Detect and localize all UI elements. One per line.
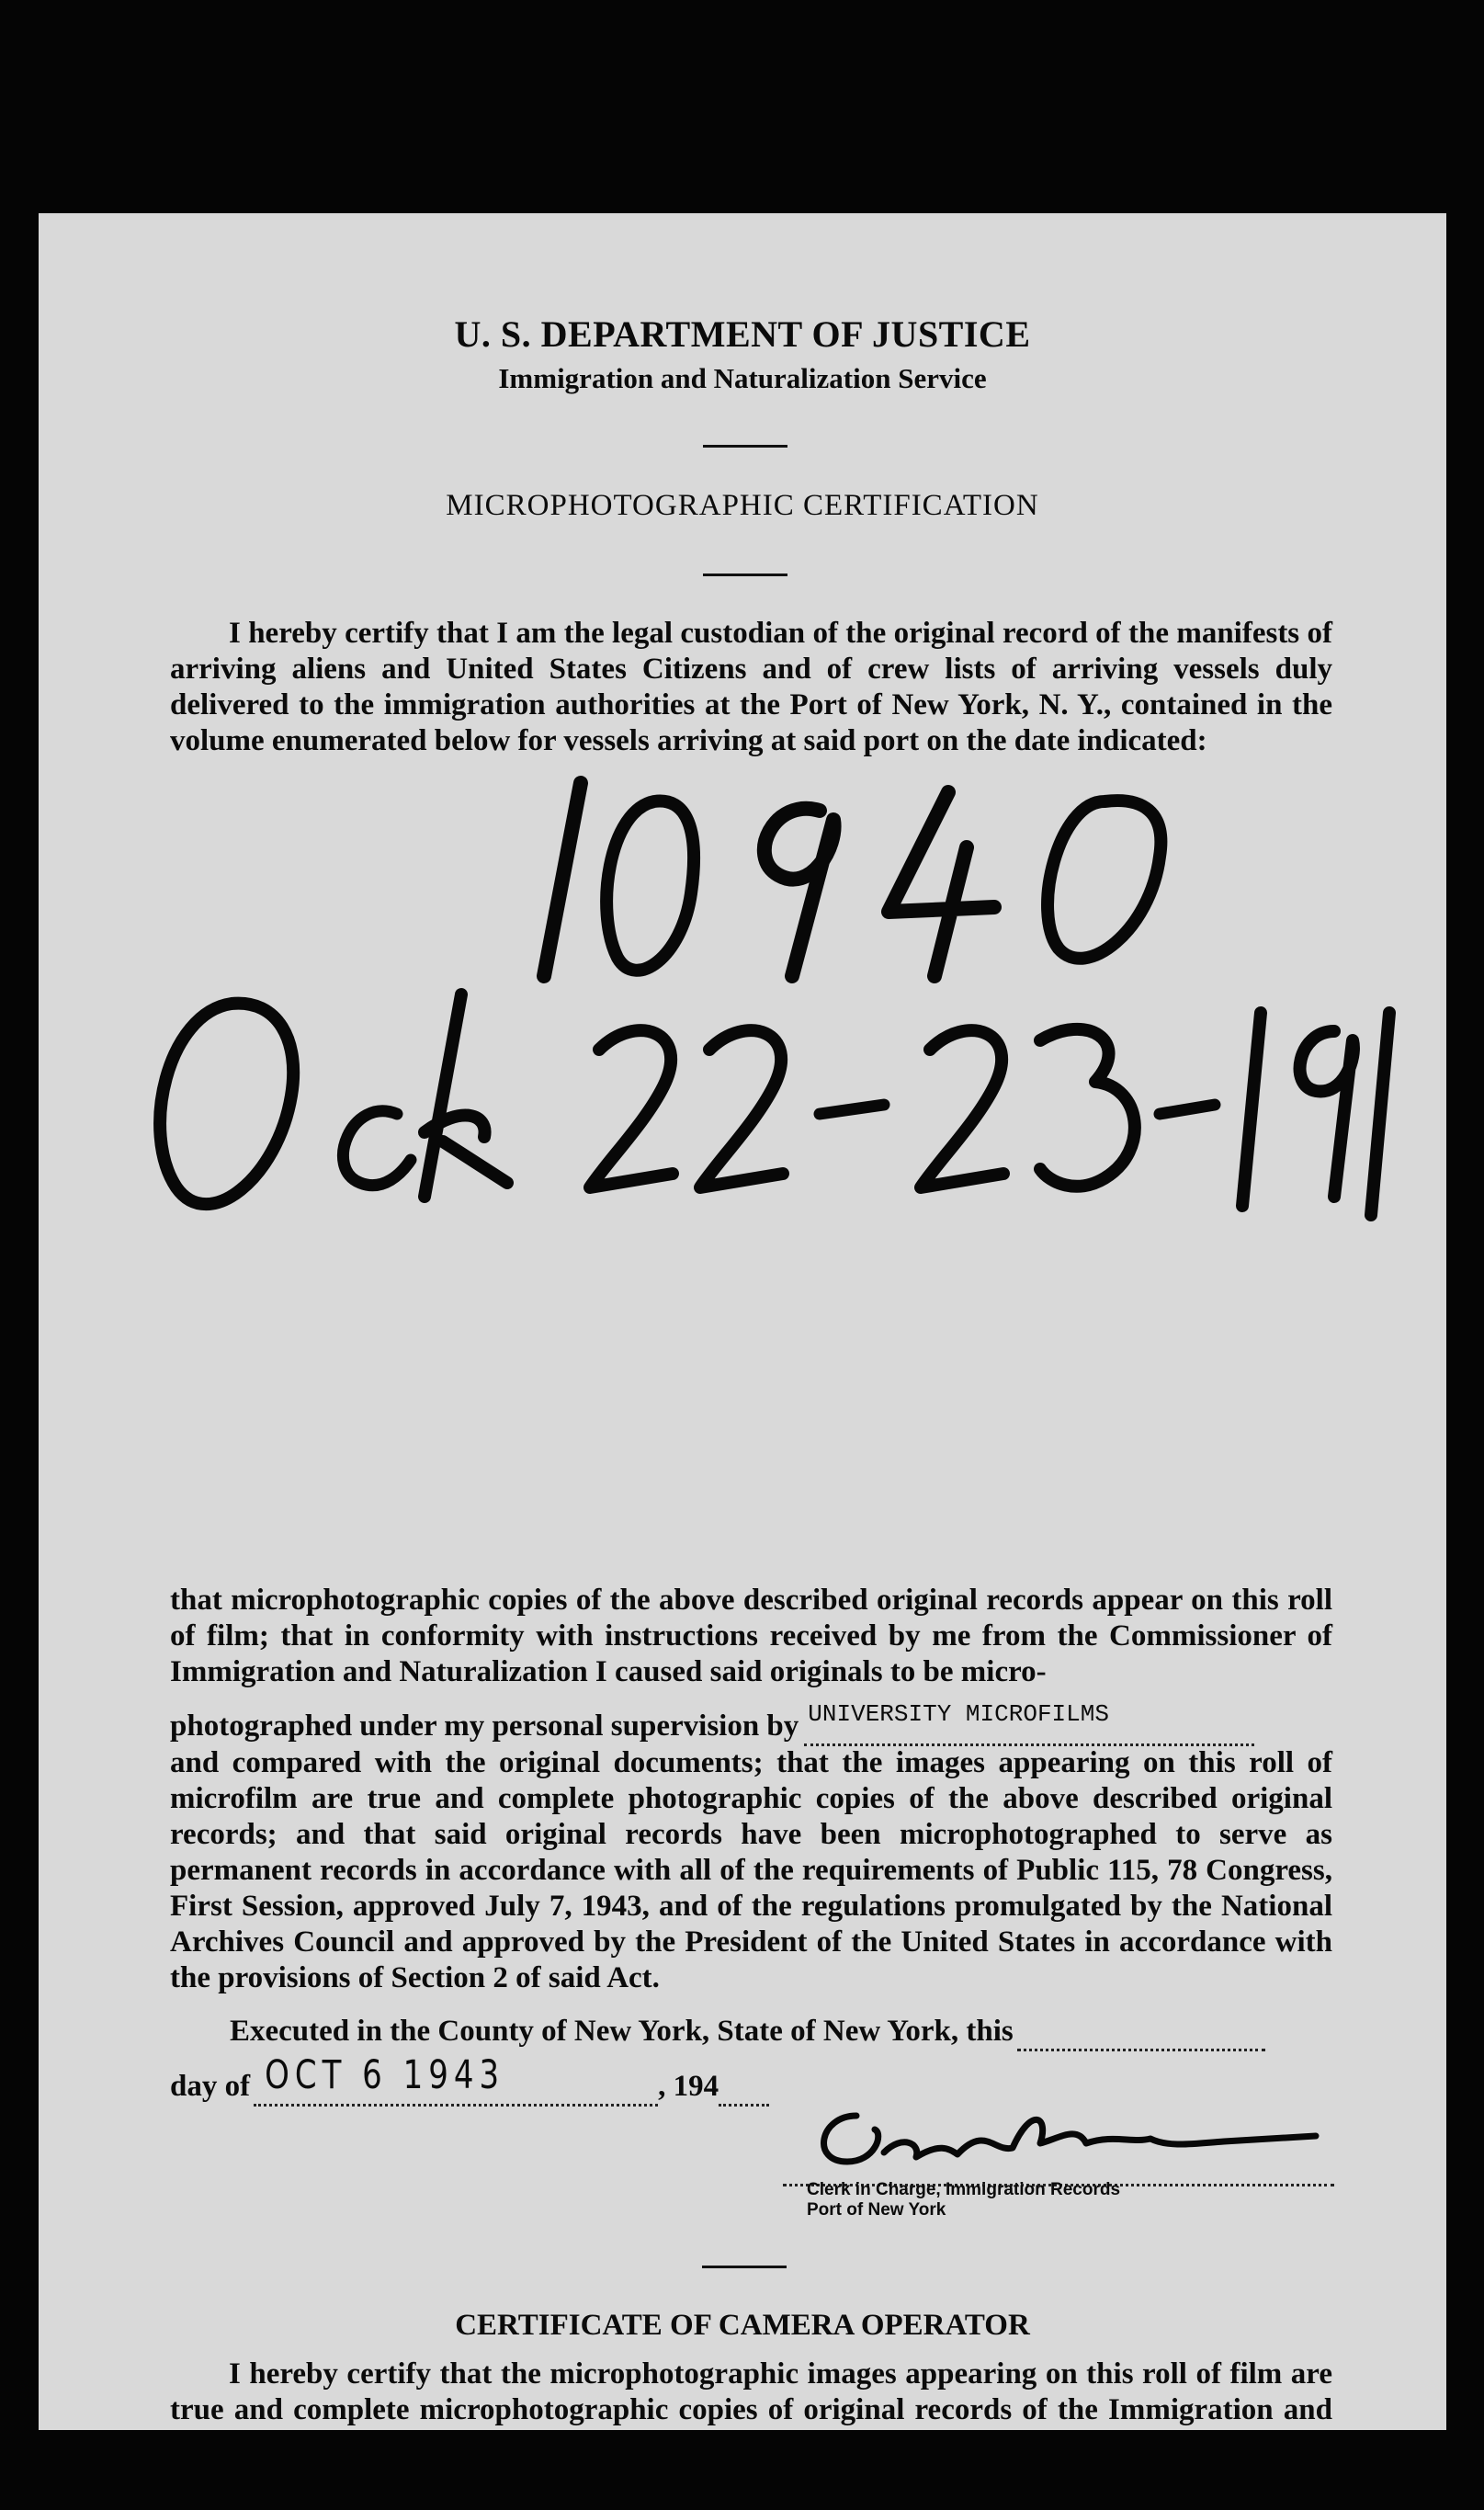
operator-section-title: CERTIFICATE OF CAMERA OPERATOR: [455, 2309, 1030, 2342]
divider: [702, 2266, 787, 2268]
execution-date-field: [254, 2052, 658, 2107]
department-heading: U. S. DEPARTMENT OF JUSTICE: [454, 313, 1031, 355]
certification-title: MICROPHOTOGRAPHIC CERTIFICATION: [446, 489, 1039, 522]
executed-day-field: [1017, 2015, 1265, 2051]
day-of-line: [170, 2052, 769, 2107]
divider: [703, 574, 787, 576]
year-prefix: , 194: [658, 2070, 719, 2103]
body-paragraph: that microphotographic copies of the above described original records appear on this roll of film; that in conformity with instructions received by me from the Commissioner of Immigration and Naturalization I caused said originals to be micro-: [170, 1584, 1332, 1688]
year-field: [719, 2070, 769, 2107]
service-subheading: Immigration and Naturalization Service: [498, 362, 987, 394]
supervisor-name: UNIVERSITY MICROFILMS: [808, 1700, 1109, 1728]
intro-paragraph: I hereby certify that I am the legal custodian of the original record of the manifests of arriving aliens and United States Citizens and of crew lists of arriving vessels duly delivered to the immigration authorities at the Port of New York, N. Y., contained in the volume enumerated below for vessels arriving at said port on the date indicated:: [170, 617, 1332, 757]
certificate-page: [39, 213, 1446, 2430]
divider: [703, 445, 787, 448]
film-border-bottom: [39, 2430, 1446, 2510]
executed-line: [230, 2015, 1265, 2051]
clerk-signature: [801, 2088, 1334, 2180]
handwritten-volume-number: [516, 746, 1270, 994]
clerk-port: Port of New York: [807, 2200, 946, 2220]
handwritten-dates: [121, 976, 1426, 1252]
execution-date-stamp: OCT 6 1943: [265, 2052, 505, 2098]
executed-text: Executed in the County of New York, State of New York, this: [230, 2015, 1014, 2048]
day-of-label: day of: [170, 2070, 251, 2103]
clerk-title: Clerk in Charge, Immigration Records: [807, 2180, 1121, 2199]
continuation-paragraph: and compared with the original documents; that the images appearing on this roll of microfilm are true and complete photographic copies of the above described original records; and that said original records have been microphotographed to serve as permanent records in accordance with all of the requirements of Public 115, 78 Congress, First Session, approved July 7, 1943, and of the regulations promulgated by the National Archives Council and approved by the President of the United States in accordance with the provisions of Section 2 of said Act.: [170, 1746, 1332, 1994]
supervision-line: [170, 1700, 1254, 1746]
operator-paragraph: I hereby certify that the microphotographic images appearing on this roll of film are true and complete microphotographic copies of original records of the Immigration and: [170, 2357, 1332, 2426]
supervision-prefix: photographed under my personal supervision by: [170, 1709, 799, 1743]
supervisor-field: [804, 1700, 1254, 1746]
